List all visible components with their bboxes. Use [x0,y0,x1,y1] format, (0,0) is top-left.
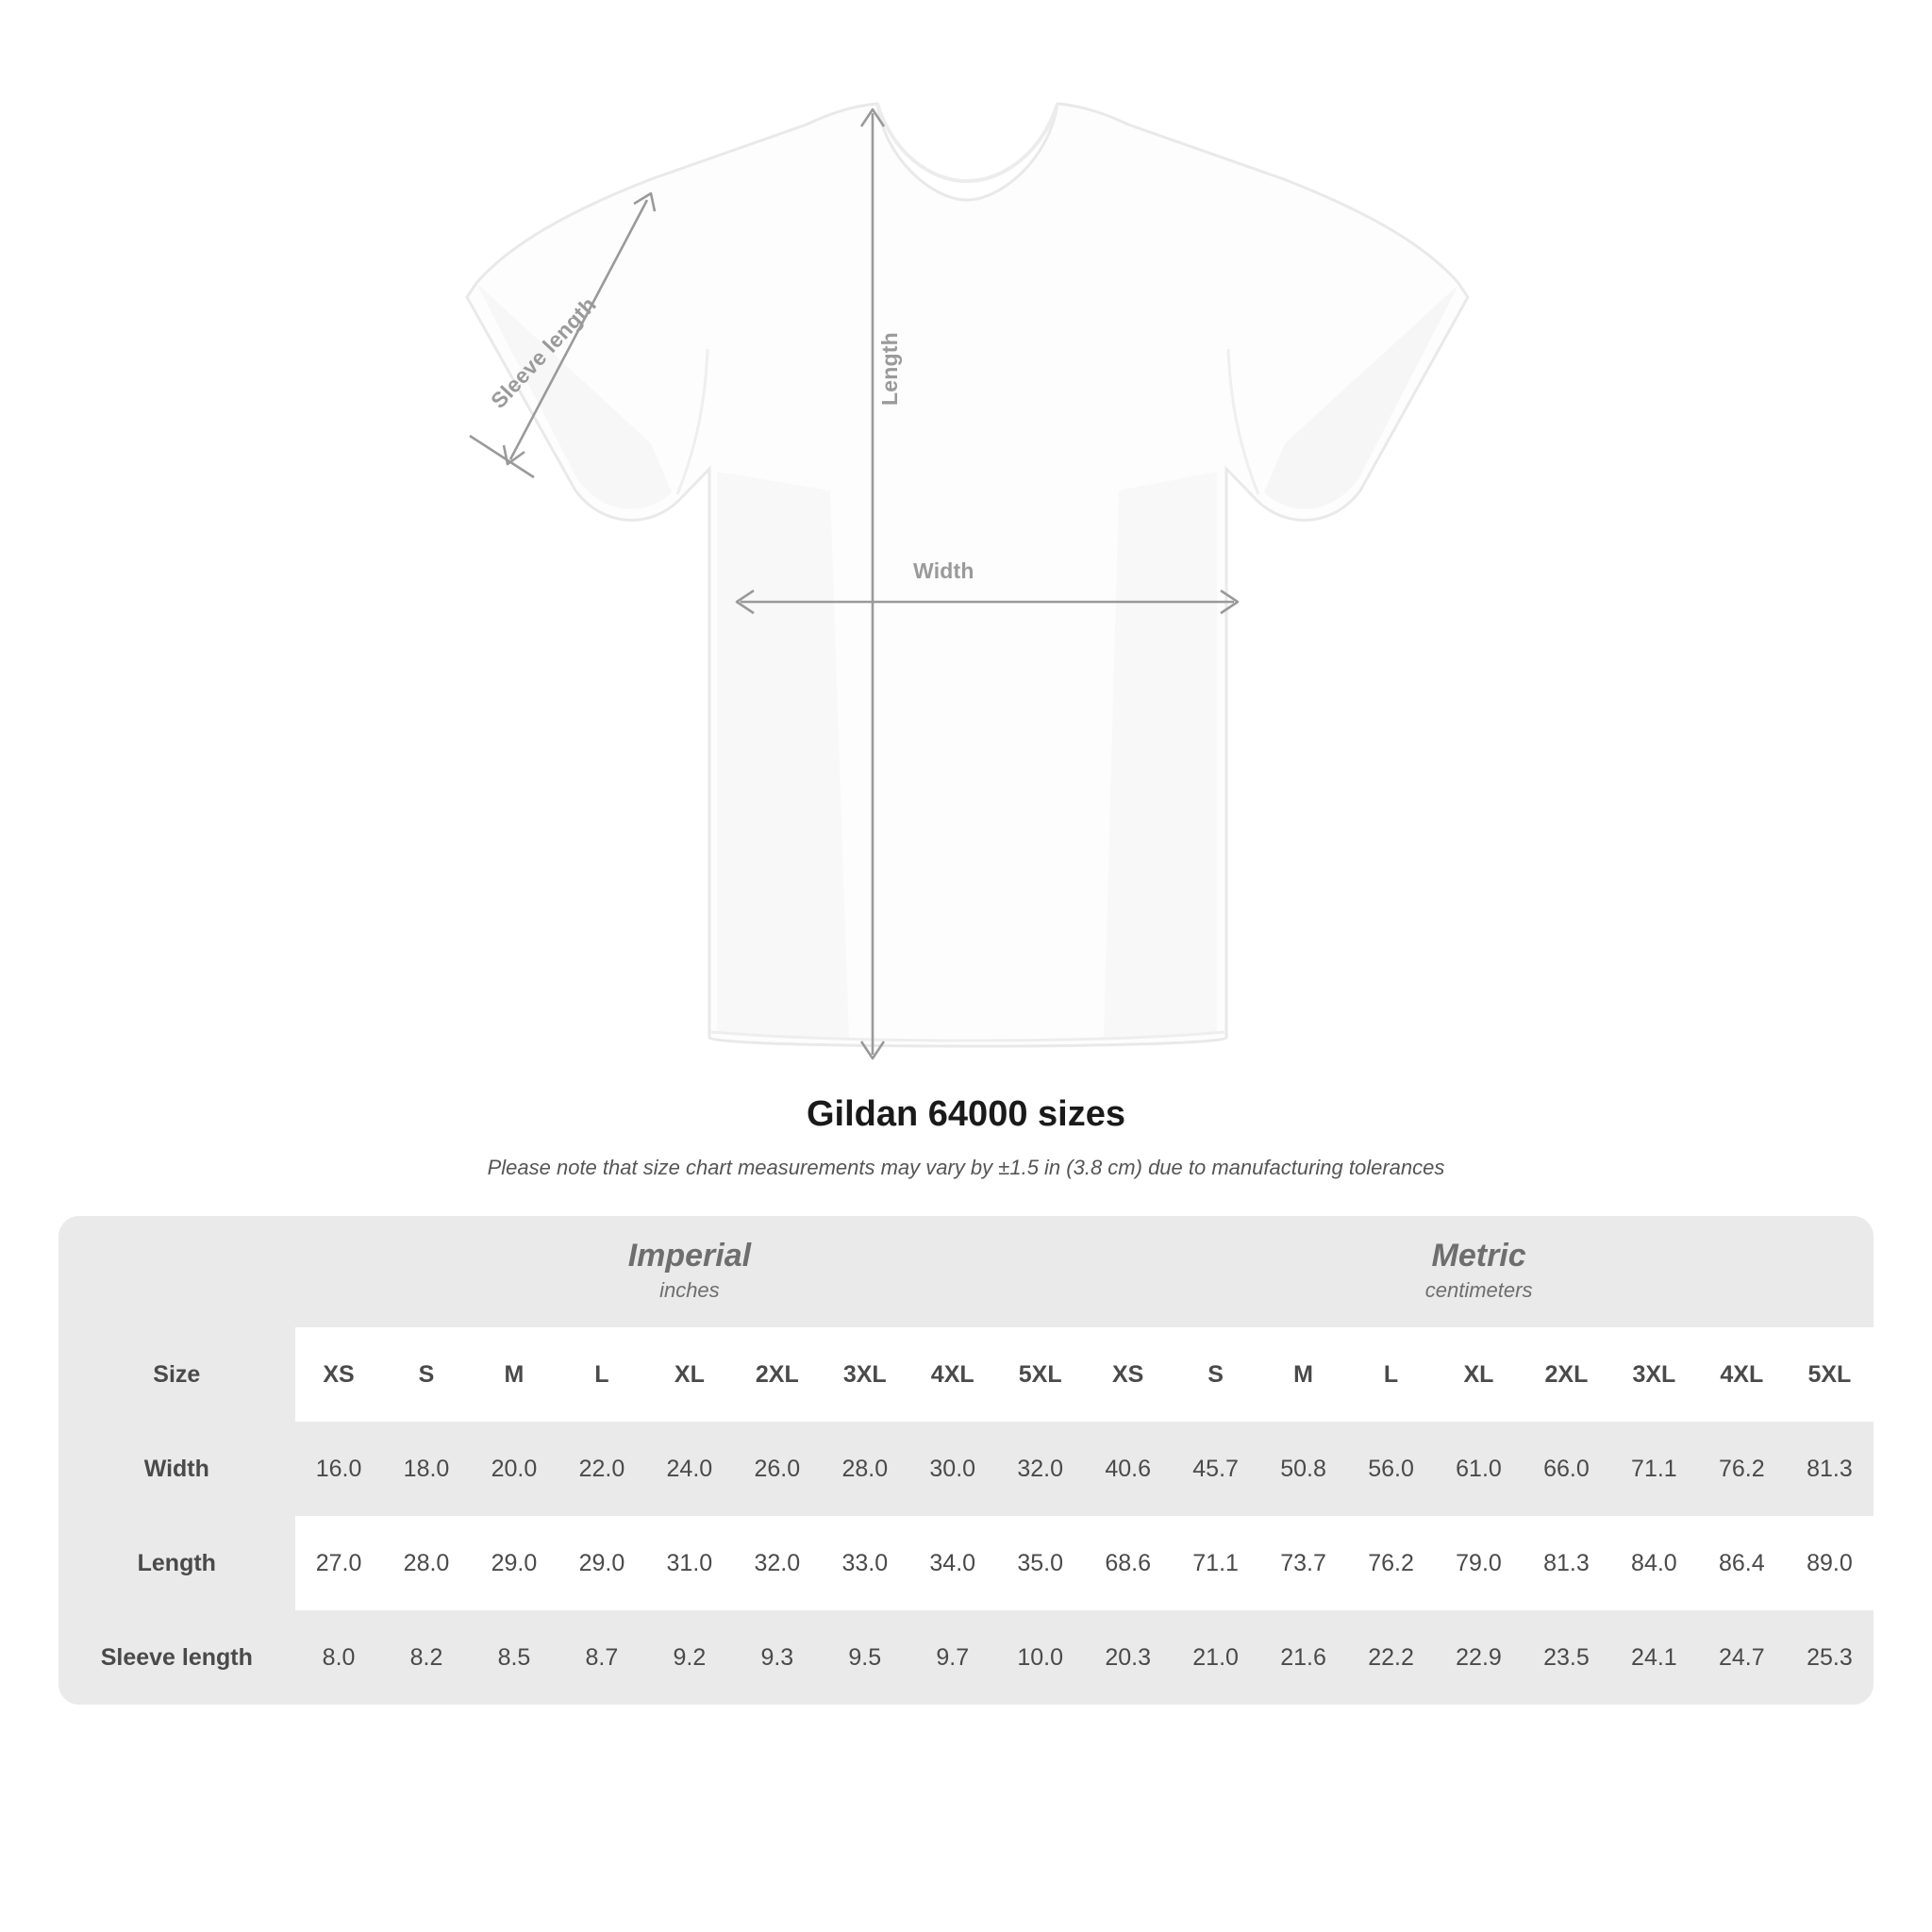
cell-length-imperial-3xl: 33.0 [821,1516,908,1610]
cell-width-imperial-s: 18.0 [383,1422,471,1516]
sleeve-length-dimension-label: Sleeve length [486,291,601,413]
cell-length-metric-m: 73.7 [1259,1516,1347,1610]
cell-length-metric-s: 71.1 [1172,1516,1259,1610]
cell-length-metric-4xl: 86.4 [1698,1516,1786,1610]
table-row [58,1516,1874,1610]
cell-length-imperial-xl: 31.0 [645,1516,733,1610]
cell-sleeve-metric-5xl: 25.3 [1786,1610,1874,1705]
cell-length-metric-xs: 68.6 [1084,1516,1172,1610]
size-header-imperial-s: S [383,1327,471,1422]
cell-sleeve-imperial-m: 8.5 [470,1610,558,1705]
cell-sleeve-metric-4xl: 24.7 [1698,1610,1786,1705]
title-block [0,1094,1932,1180]
size-header-imperial-l: L [558,1327,645,1422]
table-row [58,1610,1874,1705]
unit-system-header-row [58,1216,1874,1327]
cell-width-imperial-xs: 16.0 [295,1422,383,1516]
size-header-imperial-xl: XL [645,1327,733,1422]
cell-sleeve-imperial-2xl: 9.3 [733,1610,821,1705]
length-dimension-label: Length [877,332,902,406]
row-label-length: Length [58,1516,295,1610]
cell-width-imperial-m: 20.0 [470,1422,558,1516]
size-header-row [58,1327,1874,1422]
cell-length-imperial-m: 29.0 [470,1516,558,1610]
cell-sleeve-metric-3xl: 24.1 [1610,1610,1698,1705]
cell-width-metric-s: 45.7 [1172,1422,1259,1516]
cell-width-metric-m: 50.8 [1259,1422,1347,1516]
size-header-imperial-3xl: 3XL [821,1327,908,1422]
size-header-imperial-m: M [470,1327,558,1422]
row-label-sleeve-length: Sleeve length [58,1610,295,1705]
cell-sleeve-imperial-5xl: 10.0 [996,1610,1084,1705]
cell-width-imperial-3xl: 28.0 [821,1422,908,1516]
cell-width-metric-xs: 40.6 [1084,1422,1172,1516]
cell-width-imperial-xl: 24.0 [645,1422,733,1516]
cell-width-imperial-2xl: 26.0 [733,1422,821,1516]
cell-width-imperial-4xl: 30.0 [908,1422,996,1516]
cell-width-metric-5xl: 81.3 [1786,1422,1874,1516]
size-header-label: Size [58,1327,295,1422]
size-header-metric-4xl: 4XL [1698,1327,1786,1422]
cell-sleeve-metric-xl: 22.9 [1435,1610,1523,1705]
size-header-metric-m: M [1259,1327,1347,1422]
size-header-imperial-4xl: 4XL [908,1327,996,1422]
row-label-width: Width [58,1422,295,1516]
cell-width-imperial-l: 22.0 [558,1422,645,1516]
size-header-imperial-5xl: 5XL [996,1327,1084,1422]
size-header-imperial-xs: XS [295,1327,383,1422]
cell-sleeve-imperial-xl: 9.2 [645,1610,733,1705]
size-header-metric-5xl: 5XL [1786,1327,1874,1422]
cell-width-metric-2xl: 66.0 [1523,1422,1610,1516]
cell-length-imperial-s: 28.0 [383,1516,471,1610]
cell-width-metric-4xl: 76.2 [1698,1422,1786,1516]
imperial-unit: inches [659,1277,720,1302]
cell-length-imperial-l: 29.0 [558,1516,645,1610]
cell-width-metric-xl: 61.0 [1435,1422,1523,1516]
imperial-group-header [295,1216,1085,1327]
cell-sleeve-imperial-3xl: 9.5 [821,1610,908,1705]
imperial-label: Imperial [627,1238,752,1274]
cell-length-imperial-4xl: 34.0 [908,1516,996,1610]
cell-sleeve-metric-2xl: 23.5 [1523,1610,1610,1705]
metric-unit: centimeters [1424,1277,1533,1302]
cell-sleeve-imperial-l: 8.7 [558,1610,645,1705]
cell-length-metric-l: 76.2 [1347,1516,1435,1610]
cell-width-imperial-5xl: 32.0 [996,1422,1084,1516]
size-header-metric-s: S [1172,1327,1259,1422]
size-header-metric-3xl: 3XL [1610,1327,1698,1422]
cell-length-metric-xl: 79.0 [1435,1516,1523,1610]
metric-label: Metric [1431,1238,1526,1274]
cell-sleeve-metric-l: 22.2 [1347,1610,1435,1705]
width-dimension-label: Width [913,558,974,583]
size-header-metric-xl: XL [1435,1327,1523,1422]
cell-sleeve-metric-m: 21.6 [1259,1610,1347,1705]
cell-sleeve-imperial-xs: 8.0 [295,1610,383,1705]
cell-length-imperial-2xl: 32.0 [733,1516,821,1610]
cell-length-metric-5xl: 89.0 [1786,1516,1874,1610]
cell-sleeve-imperial-s: 8.2 [383,1610,471,1705]
cell-sleeve-metric-xs: 20.3 [1084,1610,1172,1705]
size-header-metric-2xl: 2XL [1523,1327,1610,1422]
unit-header-spacer [58,1216,295,1327]
size-table [58,1216,1874,1705]
cell-width-metric-l: 56.0 [1347,1422,1435,1516]
size-header-metric-l: L [1347,1327,1435,1422]
cell-length-metric-2xl: 81.3 [1523,1516,1610,1610]
page-title: Gildan 64000 sizes [807,1094,1125,1134]
cell-width-metric-3xl: 71.1 [1610,1422,1698,1516]
tolerance-note: Please note that size chart measurements may vary by ±1.5 in (3.8 cm) due to manufacturing tolerances [487,1156,1445,1179]
size-header-imperial-2xl: 2XL [733,1327,821,1422]
size-header-metric-xs: XS [1084,1327,1172,1422]
cell-length-metric-3xl: 84.0 [1610,1516,1698,1610]
metric-group-header [1084,1216,1874,1327]
cell-length-imperial-xs: 27.0 [295,1516,383,1610]
size-table-container [58,1216,1874,1705]
cell-sleeve-imperial-4xl: 9.7 [908,1610,996,1705]
table-row [58,1422,1874,1516]
cell-sleeve-metric-s: 21.0 [1172,1610,1259,1705]
cell-length-imperial-5xl: 35.0 [996,1516,1084,1610]
